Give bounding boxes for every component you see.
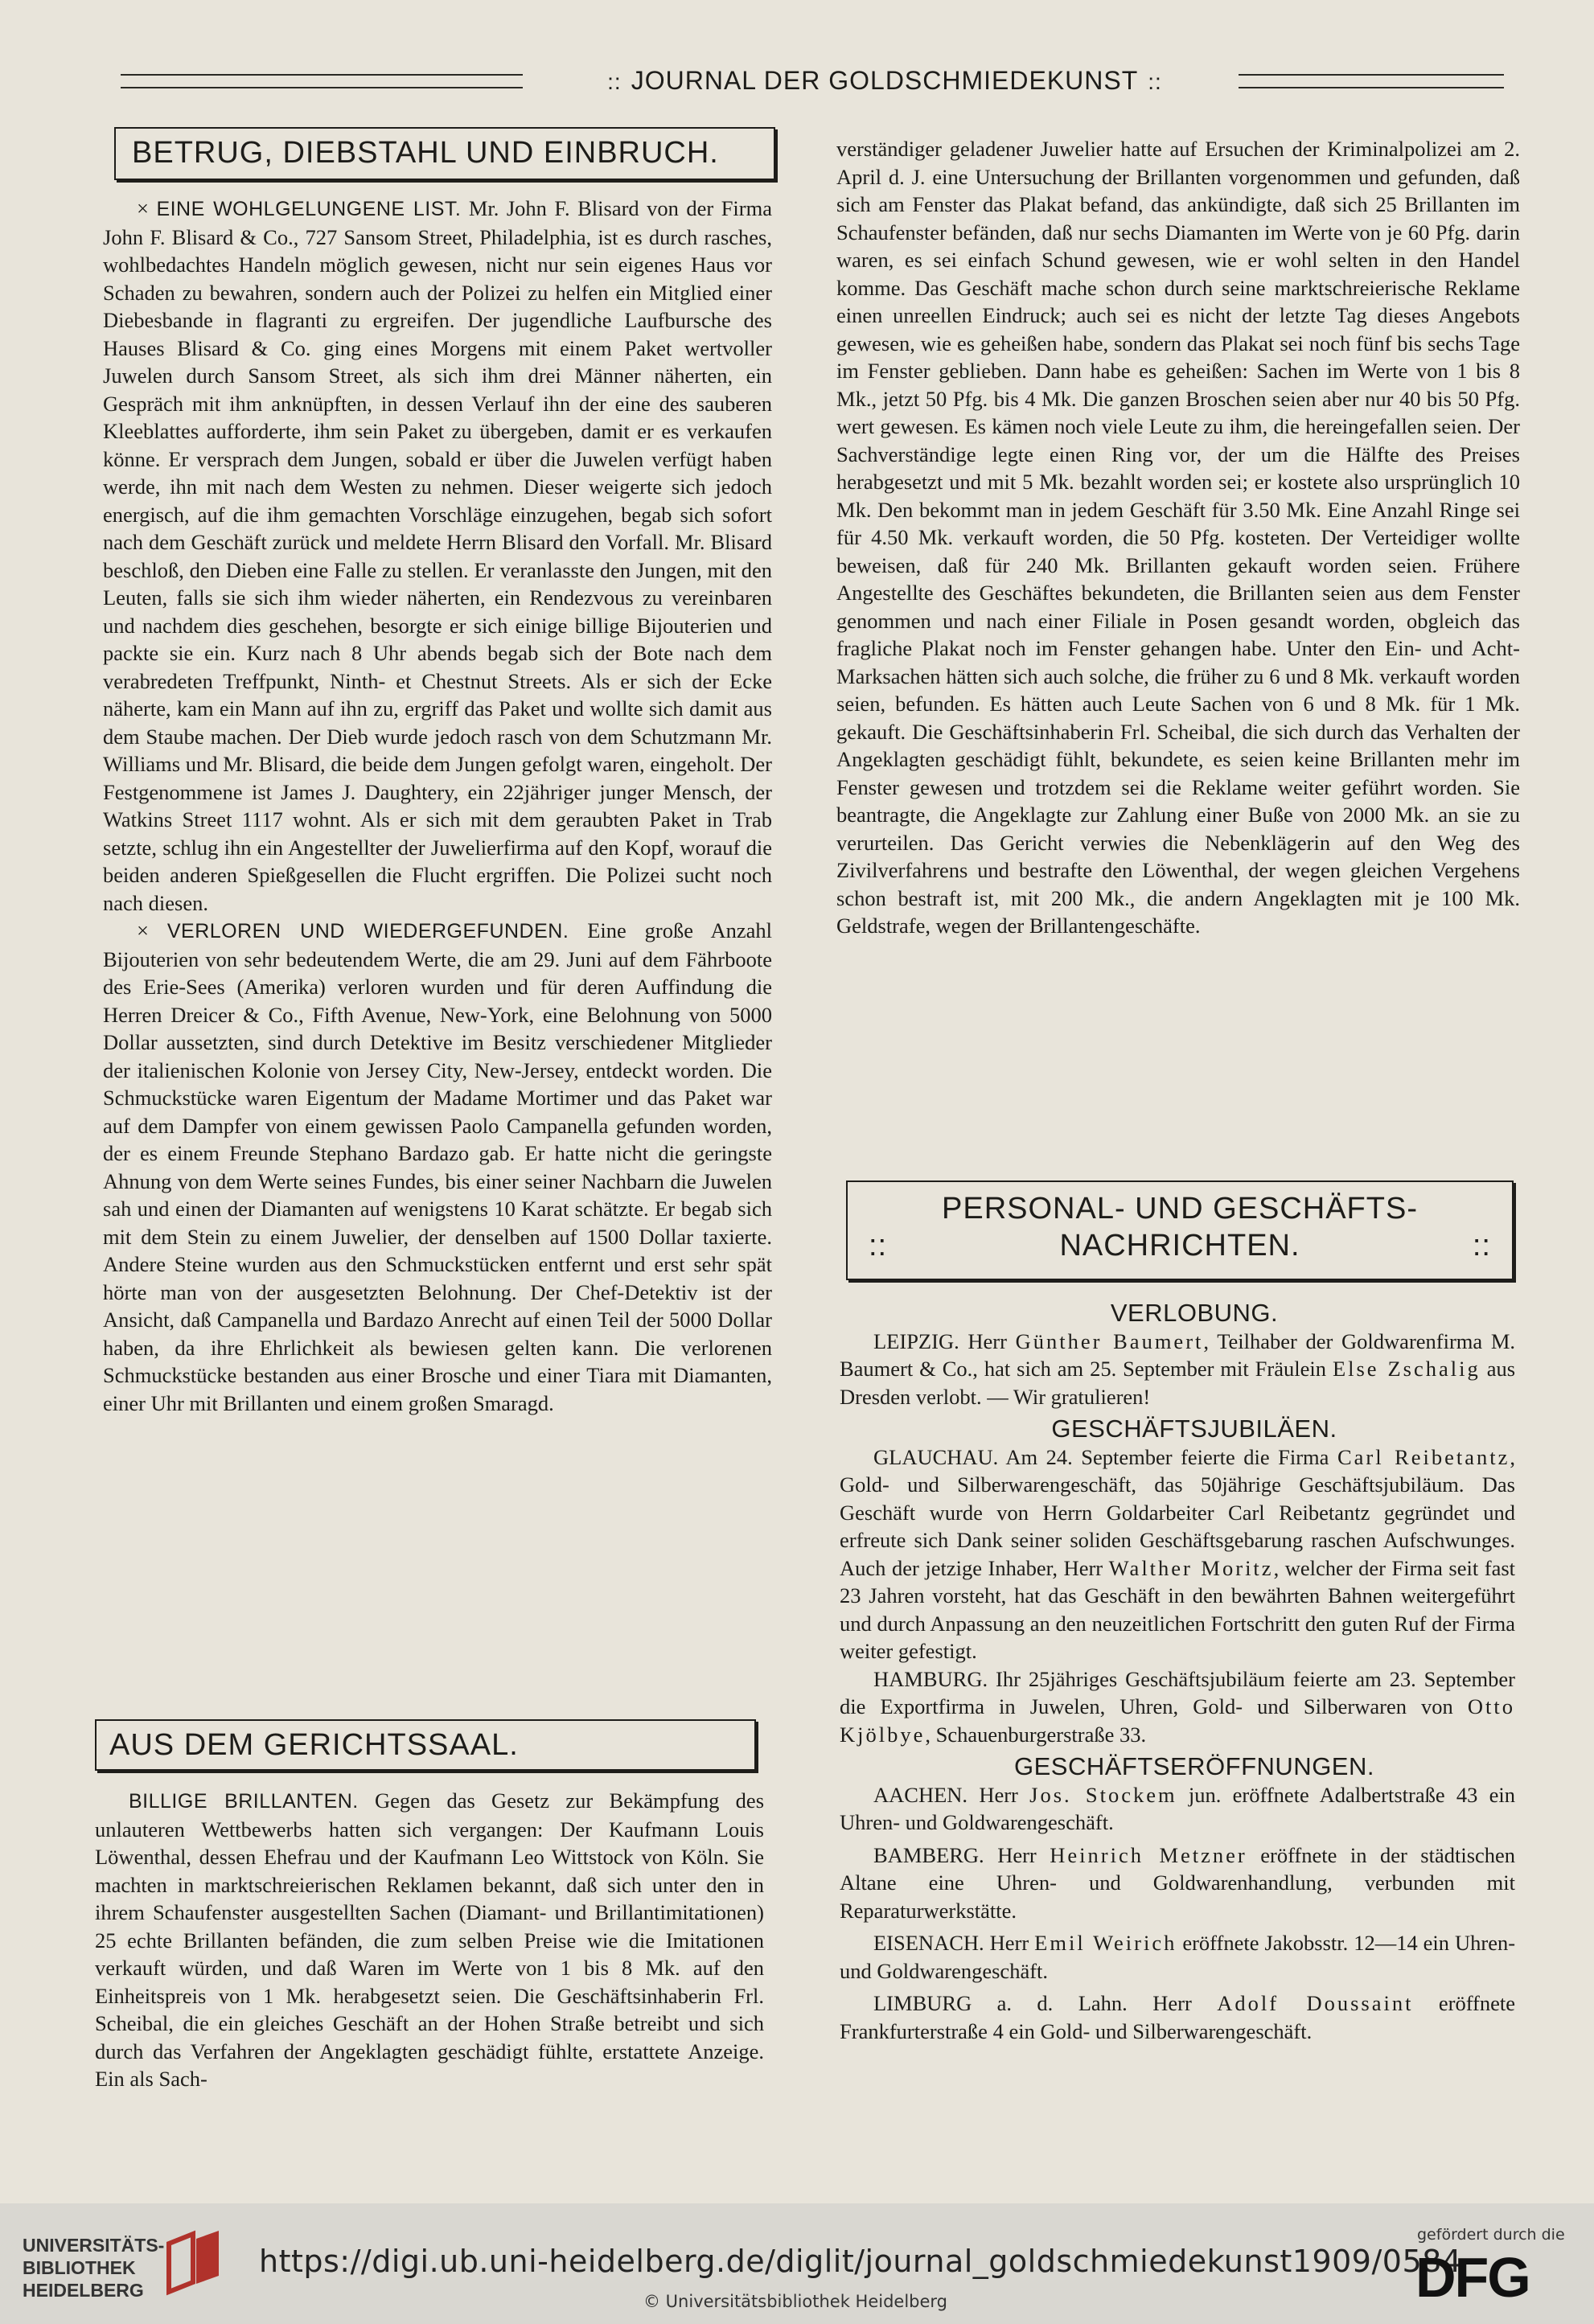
section-ornament-right: :: <box>1472 1229 1491 1263</box>
article-marker-icon: × <box>137 918 149 942</box>
library-name-line1: UNIVERSITÄTS- <box>23 2235 165 2256</box>
journal-title <box>531 66 1239 96</box>
article-title-verloren: VERLOREN UND WIEDERGEFUNDEN. <box>166 920 569 942</box>
left-column-lower <box>95 1787 764 2093</box>
viewer-footer <box>0 2203 1594 2324</box>
library-name-line3: HEIDELBERG <box>23 2280 144 2301</box>
notice-text: , Schauenburgerstraße 33. <box>925 1722 1147 1747</box>
notice-text: , welcher der Firma seit fast 23 Jahren vorsteht, hat das Geschäft in den bewährten Bahnen weitergeführt und durch Anpassung an den neuzeitlichen Fortschritt den guten Ruf der Firma weiter gefestigt. <box>840 1555 1516 1663</box>
notice-text: , Gold- und Silberwarengeschäft, das 50jährige Geschäftsjubiläum. Das Geschäft wurde von Herrn Goldarbeiter Carl Reibetantz gegründet und erfreute sich Dank seiner soliden Geschäftsgebarung raschen Aufschwunges. Auch der jetzige Inhaber, Herr <box>840 1444 1516 1580</box>
copyright-notice: © Universitätsbibliothek Heidelberg <box>643 2292 948 2311</box>
notice-text: Herr <box>989 1931 1029 1955</box>
funding-note: gefördert durch die <box>1417 2226 1565 2244</box>
notice-place: HAMBURG. <box>873 1666 988 1691</box>
left-column-upper <box>103 195 772 1417</box>
person-name: Jos. Stockem <box>1029 1782 1177 1807</box>
article-verloren <box>103 917 772 1417</box>
dfg-logo: DFG <box>1415 2246 1530 2309</box>
person-name: Adolf Doussaint <box>1217 1991 1414 2015</box>
notice-place: AACHEN. <box>873 1782 968 1807</box>
header-ornament-left: :: <box>607 69 622 94</box>
right-column-upper <box>836 135 1520 940</box>
library-logo-icon <box>161 2228 225 2300</box>
notice-text: , Teilhaber der Goldwarenfirma M. Baumert & Co., hat sich am 25. September mit Fräulein <box>840 1328 1516 1381</box>
notice-text: Herr <box>1152 1991 1192 2015</box>
article-title-brillanten: BILLIGE BRILLANTEN. <box>129 1790 359 1813</box>
section-title-line2: NACHRICHTEN. <box>1059 1229 1300 1263</box>
section-title-nachrichten <box>846 1180 1514 1280</box>
notice-place: LEIPZIG. <box>873 1328 959 1353</box>
section-title-line2-row <box>848 1227 1512 1264</box>
notice-bamberg <box>840 1842 1515 1925</box>
section-title-betrug: BETRUG, DIEBSTAHL UND EINBRUCH. <box>114 127 775 180</box>
notice-text: Ihr 25jähriges Geschäftsjubiläum feierte am 23. September die Exportfirma in Juwelen, Uhren, Gold- und Silberwaren von <box>840 1666 1516 1718</box>
journal-title-text: JOURNAL DER GOLDSCHMIEDEKUNST <box>631 66 1139 95</box>
person-name: Heinrich Metzner <box>1050 1842 1247 1867</box>
notice-eisenach <box>840 1929 1515 1985</box>
right-column-lower <box>840 1300 1515 2045</box>
section-title-line1: PERSONAL- UND GESCHÄFTS- <box>942 1192 1418 1226</box>
notice-text: jun. eröffnete Adalbertstraße 43 ein Uhren- und Goldwarengeschäft. <box>840 1782 1516 1834</box>
notice-text: Herr <box>967 1328 1007 1353</box>
header-rule-right <box>1239 74 1504 88</box>
notice-place: LIMBURG a. d. Lahn. <box>873 1991 1128 2015</box>
notice-aachen <box>840 1781 1515 1837</box>
subheading-verlobung: VERLOBUNG. <box>1110 1299 1279 1327</box>
article-brillanten <box>95 1787 764 2093</box>
notice-glauchau <box>840 1443 1515 1665</box>
library-name-line2: BIBLIOTHEK <box>23 2257 136 2278</box>
article-list <box>103 195 772 917</box>
notice-text: eröffnete in der städtischen Altane eine Uhren- und Goldwarenhandlung, verbunden mit Reparaturwerkstätte. <box>840 1842 1516 1923</box>
person-name: Günther Baumert <box>1015 1328 1204 1353</box>
notice-leipzig <box>840 1328 1515 1411</box>
notice-text: Herr <box>979 1782 1018 1807</box>
library-name <box>23 2234 164 2301</box>
notice-text: aus Dresden verlobt. — Wir gratulieren! <box>840 1357 1516 1409</box>
header-rule-left <box>121 74 523 88</box>
person-name: Walther Moritz <box>1108 1555 1274 1580</box>
article-title-list: EINE WOHLGELUNGENE LIST. <box>156 198 462 220</box>
firm-name: Carl Reibetantz <box>1337 1444 1510 1469</box>
running-header <box>121 64 1504 105</box>
notice-text: eröffnete Frankfurterstraße 4 ein Gold- und Silberwarengeschäft. <box>840 1991 1516 2043</box>
article-marker-icon: × <box>137 196 149 220</box>
subheading-jubilaeen: GESCHÄFTSJUBILÄEN. <box>1051 1415 1337 1443</box>
notice-place: GLAUCHAU. <box>873 1444 999 1469</box>
article-text-brillanten: Gegen das Gesetz zur Bekämpfung des unlauteren Wettbewerbs hatten sich vergangen: Der Kaufmann Louis Löwenthal, dessen Ehefrau und der Kaufmann Leo Wittstock von Köln. Sie machten in marktschreierischen Reklamen bekannt, daß sich unter den in ihrem Schaufenster ausgestellten Sachen (Diamant- und Brillantimitationen) 25 echte Brillanten befänden, die zum selben Preise wie die Imitationen verkauft würden, und daß Waren im Werte von 1 bis 8 Mk. auf den Einheitspreis von 1 Mk. herabgesetzt seien. Die Geschäftsinhaberin Frl. Scheibal, die ein gleiches Geschäft an der Hohen Straße betreibt und sich durch das Verfahren der Angeklagten geschädigt fühlte, erstattete Anzeige. Ein als Sach- <box>95 1788 765 2091</box>
subheading-eroeffnungen: GESCHÄFTSERÖFFNUNGEN. <box>1014 1752 1374 1780</box>
person-name: Emil Weirich <box>1034 1931 1177 1955</box>
permalink-url[interactable]: https://digi.ub.uni-heidelberg.de/diglit/journal_goldschmiedekunst1909/0584 <box>259 2244 1462 2279</box>
notice-text: eröffnete Jakobsstr. 12—14 ein Uhren- und Goldwarengeschäft. <box>840 1931 1516 1983</box>
header-ornament-right: :: <box>1148 69 1162 94</box>
notice-limburg <box>840 1989 1515 2045</box>
article-text-verloren: Eine große Anzahl Bijouterien von sehr bedeutendem Werte, die am 29. Juni auf dem Fährboote des Erie-Sees (Amerika) verloren wurden und für deren Auffindung die Herren Dreicer & Co., Fifth Avenue, New-York, eine Belohnung von 5000 Dollar aussetzten, sind durch Detektive im Besitz verschiedener Mitglieder der italienischen Kolonie von Jersey City, New-Jersey, entdeckt worden. Die Schmuckstücke waren Eigentum der Madame Mortimer und das Paket war auf dem Dampfer von einem gewissen Paolo Campanella gefunden worden, der es einem Freunde Stephano Bardazo gab. Er hatte nicht die geringste Ahnung von dem Werte seines Fundes, bis einer seiner Nachbarn die Juwelen sah und einen der Diamanten auf wenigstens 10 Karat schätzte. Er begab sich mit dem Stein zu einem Juwelier, der denselben auf 1500 Dollar taxierte. Andere Steine wurden aus den Schmuckstücken entfernt und erst sehr spät hörte man von der ausgesetzten Belohnung. Der Chef-Detektiv ist der Ansicht, daß Campanella und Bardazo Anrecht auf einen Teil der 5000 Dollar haben, da ihre Ehrlichkeit als bewiesen gelten kann. Die verlorenen Schmuckstücke bestanden aus einer Brosche und einer Tiara mit Diamanten, einer Uhr mit Brillanten und einem großen Smaragd. <box>103 918 772 1415</box>
notice-hamburg <box>840 1665 1515 1749</box>
person-name: Else Zschalig <box>1332 1357 1481 1381</box>
firm-name: Otto Kjölbye <box>840 1694 1515 1747</box>
article-brillanten-continued: verständiger geladener Juwelier hatte auf Ersuchen der Kriminalpolizei am 2. April d. J. eine Untersuchung der Brillanten vorgenommen und gefunden, daß sich am Fenster das Plakat befand, das ankündigte, daß sich 25 Brillanten im Schaufenster befänden, daß nur sechs Diamanten im Werte von je 60 Pfg. darin waren, es sei einfach Schund gewesen, wie er wohl selten in den Handel komme. Das Geschäft mache schon durch seine marktschreierische Reklame einen unreellen Eindruck; auch sei es nicht der letzte Tag dieses Angebots gewesen, wie es geheißen habe, sondern das Plakat sei noch fünf bis sechs Tage im Fenster geblieben. Dann habe es geheißen: Sachen im Werte von 1 bis 8 Mk., jetzt 50 Pfg. bis 4 Mk. Die ganzen Broschen seien aber nur 40 bis 50 Pfg. wert gewesen. Es kämen noch viele Leute zu ihm, die hereingefallen seien. Der Sachverständige legte einen Ring vor, der um die Hälfte des Preises herabgesetzt und mit 5 Mk. bezahlt worden sei; er kostete also ursprünglich 10 Mk. Den bekommt man in jedem Geschäft für 3.50 Mk. Eine Anzahl Ringe sei für 4.50 Mk. verkauft worden, die 50 Pfg. kosteten. Der Verteidiger wollte beweisen, daß für 240 Mk. Brillanten gekauft worden seien. Frühere Angestellte des Geschäftes bekundeten, die Brillanten seien aus dem Fenster genommen und nach einer Filiale in Posen gesandt worden, obgleich das fragliche Plakat noch im Fenster gehangen habe. Unter den Ein- und Acht-Marksachen hätten sich auch solche, die früher zu 6 und 8 Mk. verkauft worden seien, befunden. Es hätten auch Leute Sachen von 6 und 8 Mk. für 1 Mk. gekauft. Die Geschäftsinhaberin Frl. Scheibal, die sich durch das Verhalten der Angeklagten geschädigt fühlt, bekundete, es seien keine Brillanten mehr im Fenster gewesen und trotzdem sei die Reklame weiter geführt worden. Sie beantragte, die Angeklagte zur Zahlung einer Buße von 2000 Mk. an sie zu verurteilen. Das Gericht verwies die Nebenklägerin auf den Weg des Zivilverfahrens und bestrafte den Löwenthal, der wegen gleichen Vergehens schon bestraft ist, mit 200 Mk., die andern Angeklagten mit je 100 Mk. Geldstrafe, wegen der Brillantengeschäfte. <box>836 137 1520 938</box>
notice-place: EISENACH. <box>873 1931 984 1955</box>
notice-text: Am 24. September feierte die Firma <box>1005 1444 1329 1469</box>
notice-place: BAMBERG. <box>873 1842 984 1867</box>
article-text-list: Mr. John F. Blisard von der Firma John F. Blisard & Co., 727 Sansom Street, Philadelphia, ist es durch rasches, wohlbedachtes Handeln möglich gewesen, nicht nur sein eigenes Haus vor Schaden zu bewahren, sondern auch der Polizei zu helfen ein Mitglied einer Diebesbande in flagranti zu ergreifen. Der jugendliche Laufbursche des Hauses Blisard & Co. ging eines Morgens mit einem Paket wertvoller Juwelen durch Sansom Street, als sich ihm drei Männer näherten, ein Gespräch mit ihm anknüpften, in dessen Verlauf ihn der eine des sauberen Kleeblattes aufforderte, ihm sein Paket zu übergeben, damit er es verkaufen könne. Er versprach dem Jungen, sobald er über die Juwelen verfügt haben werde, ihn mit nach dem Westen zu nehmen. Dieser weigerte sich jedoch energisch, auf die ihm gemachten Vorschläge einzugehen, begab sich sofort nach dem Geschäft zurück und meldete Herrn Blisard den Vorfall. Mr. Blisard beschloß, den Dieben eine Falle zu stellen. Er veranlasste den Jungen, mit den Leuten, falls sie sich ihm wieder näherten, ein Rendezvous zu vereinbaren und nachdem dies geschehen, besorgte er sich einige billige Bijouterien und packte sie ein. Kurz nach 8 Uhr abends begab sich der Bote nach dem verabredeten Treffpunkt, Ninth- et Chestnut Streets. Als er sich der Ecke näherte, kam ein Mann auf ihn zu, ergriff das Paket und wollte sich damit aus dem Staube machen. Der Dieb wurde jedoch rasch von dem Schutzmann Mr. Williams und Mr. Blisard, die beide dem Jungen gefolgt waren, eingeholt. Der Festgenommene ist James J. Daughtery, ein 22jähriger junger Mensch, der Watkins Street 1117 wohnt. Als er sich mit dem geraubten Paket in Trab setzte, schlug ihn ein Angestellter der Juwelierfirma auf den Kopf, worauf die beiden anderen Spießgesellen die Flucht ergriffen. Die Polizei sucht noch nach diesen. <box>103 196 772 915</box>
section-ornament-left: :: <box>869 1229 888 1263</box>
notice-text: Herr <box>997 1842 1037 1867</box>
section-title-gerichtssaal: AUS DEM GERICHTSSAAL. <box>95 1719 756 1771</box>
